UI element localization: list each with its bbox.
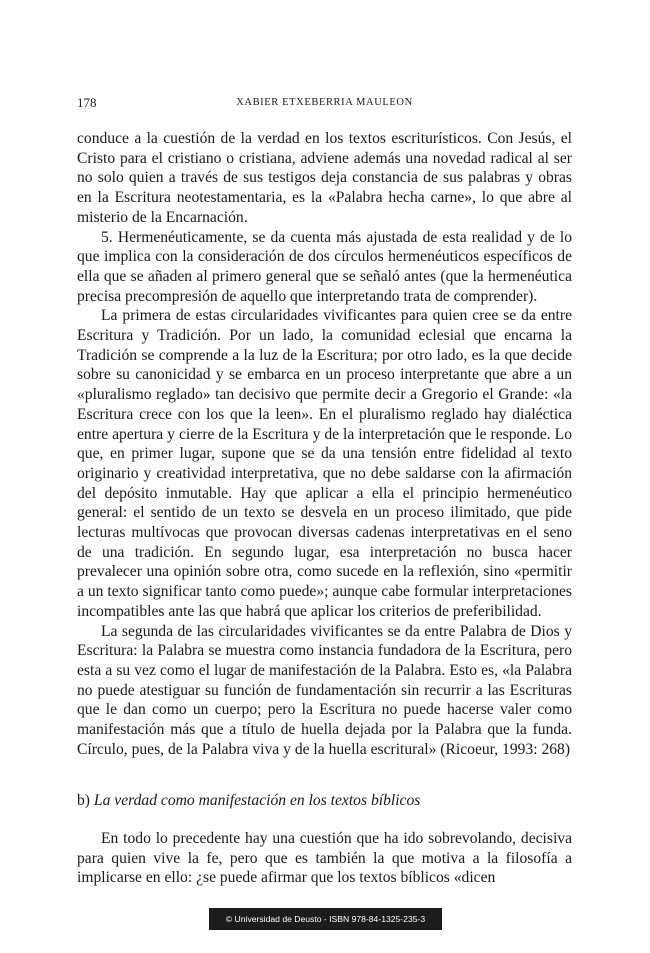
- paragraph-hermeneutics: 5. Hermenéuticamente, se da cuenta más ajustada de esta realidad y de lo que implica con la consideración de dos círculos hermenéuticos específicos de ella que se añaden al primero general que se señaló antes (que la hermenéutica precisa precompresión de aquello que interpretando trata de comprender).: [77, 228, 572, 305]
- section-paragraph: En todo lo precedente hay una cuestión que ha ido sobrevolando, decisiva para quien vive la fe, pero que es también la que motiva a la filosofía a implicarse en ello: ¿se puede afirmar que los textos bíblicos «dicen: [77, 830, 572, 887]
- paragraph-second-circularity: La segunda de las circularidades vivificantes se da entre Palabra de Dios y Escritura: la Palabra se muestra como instancia fundadora de la Escritura, pero esta a su vez como el lugar de manifestación de la Palabra. Esto es, «la Palabra no puede atestiguar su función de fundamentación sin recurrir a las Escrituras que le dan como un cuerpo; pero la Escritura no puede hacerse valer como manifestación más que a título de huella dejada por la Palabra que la funda. Círculo, pues, de la Palabra viva y de la huella escritural» (Ricoeur, 1993: 268): [77, 622, 572, 758]
- section-text: [77, 829, 572, 888]
- section-title: La verdad como manifestación en los textos bíblicos: [93, 792, 421, 809]
- page-number: 178: [77, 95, 97, 110]
- paragraph-first-circularity: La primera de estas circularidades vivificantes para quien cree se da entre Escritura y Tradición. Por un lado, la comunidad eclesial que encarna la Tradición se comprende a la luz de la Escritura; por otro lado, es la que decide sobre su canonicidad y se embarca en un proceso interpretante que abre a un «pluralismo reglado» tan decisivo que permite decir a Gregorio el Grande: «la Escritura crece con los que la leen». En el pluralismo reglado hay dialéctica entre apertura y cierre de la Escritura y de la interpretación que le responde. Lo que, en primer lugar, supone que se da una tensión entre fidelidad al texto originario y creatividad interpretativa, que no debe saldarse con la afirmación del depósito inmutable. Hay que aplicar a ella el principio hermenéutico general: el sentido de un texto se desvela en un proceso ilimitado, que pide lecturas multívocas que provocan diversas cadenas interpretativas en el seno de una tradición. En segundo lugar, esa interpretación no busca hacer prevalecer una opinión sobre otra, como sucede en la reflexión, sino «permitir a un texto significar tanto como puede»; aunque cabe formular interpretaciones incompatibles ante las que habrá que aplicar los criterios de preferibilidad.: [77, 307, 572, 620]
- paragraph-continuation: conduce a la cuestión de la verdad en los textos escriturísticos. Con Jesús, el Cristo para el cristiano o cristiana, adviene además una novedad radical al ser no solo quien a través de sus testigos deja constancia de sus palabras y obras en la Escritura neotestamentaria, es la «Palabra hecha carne», lo que abre al misterio de la Encarnación.: [77, 130, 572, 226]
- running-head: XABIER ETXEBERRIA MAULEON: [236, 97, 413, 108]
- section-heading: [77, 791, 572, 811]
- section-marker: b): [77, 792, 90, 809]
- page-header: [77, 95, 572, 111]
- body-text: [77, 129, 572, 760]
- copyright-banner: © Universidad de Deusto - ISBN 978-84-1325-235-3: [209, 908, 442, 930]
